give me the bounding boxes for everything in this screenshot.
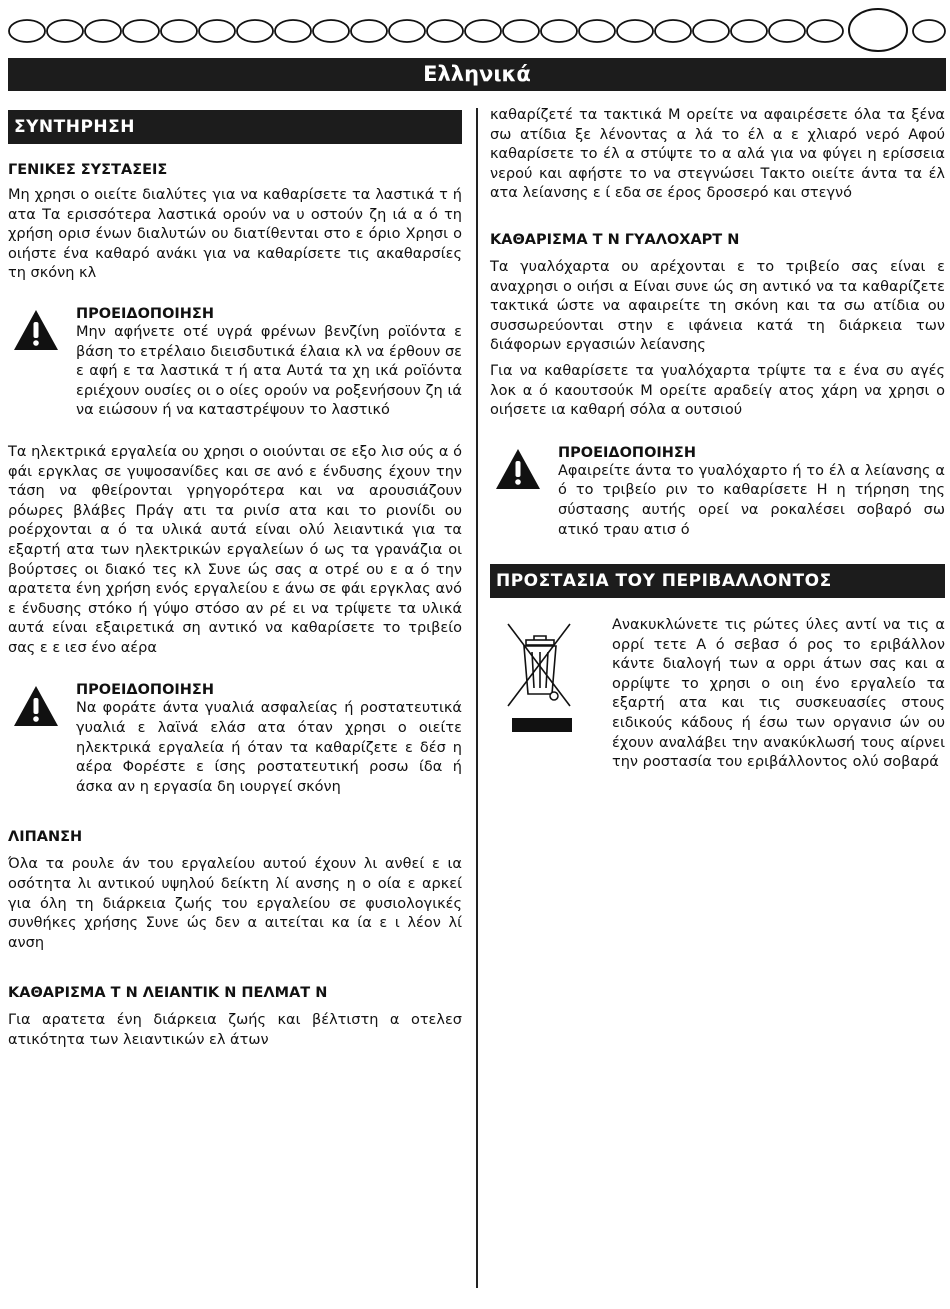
lubrication-text: Όλα τα ρουλε άν του εργαλείου αυτού έχουν λι ανθεί ε ια οσότητα λι αντικού υψηλού δείκτη λί ανσης η ο οία ε αρκεί για όλη τη διάρκεια ζωής του εργαλείου σε φυσιολογικές συνθήκες χρήσης Συνε ώς δεν α αιτείται κα ία ε ι λέον λί ανση [8, 856, 462, 951]
right-column [490, 106, 945, 773]
general-recommendations-text: Μη χρησι ο οιείτε διαλύτες για να καθαρίσετε τα λαστικά τ ή ατα Τα ερισσότερα λαστικά ορούν να υ οστούν ζη ιά α ό τη χρήση ορισ ένων διαλυτών ου διατίθενται στο ε όριο Χρησι ο οιήστε ένα καθαρό ανάκι για να καθαρίσετε τις ακαθαρσίες τη σκόνη κλ [8, 187, 462, 282]
pad-cleaning-text: Για αρατετα ένη διάρκεια ζωής και βέλτιστη α οτελεσ ατικότητα των λειαντικών ελ άτων [8, 1012, 462, 1048]
environment-text: Ανακυκλώνετε τις ρώτες ύλες αντί να τις α ορρί τετε Α ό σεβασ ό ρος το εριβάλλον κάντε διαλογή των α ορρι άτων σας και α ορρίψτε το χρησι ο οιη ένο εργαλείο τα εξαρτή ατα και τις συσκευασίες στους ειδικούς κάδους ή έσω των οργανισ ών ου έχουν αναλάβει την ανακύκλωσή τους αίρνει την ροστασία του εριβάλλοντος ολύ σοβαρά [612, 617, 945, 771]
pad-cleaning-heading: ΚΑΘΑΡΙΣΜΑ Τ Ν ΛΕΙΑΝΤΙΚ Ν ΠΕΛΜΑΤ Ν [8, 985, 328, 1002]
language-banner: Ελληνικά [8, 58, 946, 91]
column-divider [476, 108, 478, 1288]
warning-triangle-icon [494, 447, 542, 491]
pad-cleaning-continued-text: καθαρίζετέ τα τακτικά Μ ορείτε να αφαιρέσετε όλα τα ξένα σω ατίδια ξε λένοντας α λά το έλ α ε χλιαρό νερό Αφού καθαρίσετε το έλ α στύψτε το α αλά για να φύγει η ερίσσεια νερού και αφήστε το να στεγνώσει Τακτο οιείτε άντα τα έλ ατα λείανσης ε ί εδα σε έρος δροσερό και στεγνό [490, 107, 945, 202]
general-recommendations-heading: ΓΕΝΙΚΕΣ ΣΥΣΤΑΣΕΙΣ [8, 162, 168, 178]
warning-3-title: ΠΡΟΕΙΔΟΠΟΙΗΣΗ [558, 444, 696, 461]
warning-block-1 [8, 306, 462, 421]
warning-1-text: Μην αφήνετε οτέ υγρά φρένων βενζίνη ροϊόντα ε βάση το ετρέλαιο διεισδυτικά έλαια κλ να έρθουν σε ε αφή ε τα λαστικά τ ή ατα Αυτά τα χη ικά ροϊόντα εριέχουν ουσίες οι ο οίες ορούν να ροξενήσουν ζη ιά να ειώσουν ή να καταστρέψουν το λαστικό [76, 323, 462, 419]
section-title-environment: ΠΡΟΣΤΑΣΙΑ ΤΟΥ ΠΕΡΙΒΑΛΛΟΝΤΟΣ [490, 564, 945, 598]
header-oval-strip [0, 0, 950, 60]
warning-triangle-icon [12, 684, 60, 728]
warning-block-3 [490, 445, 945, 540]
warning-block-2 [8, 682, 462, 797]
warning-2-title: ΠΡΟΕΙΔΟΠΟΙΗΣΗ [76, 682, 214, 699]
warning-2-text: Να φοράτε άντα γυαλιά ασφαλείας ή ροστατευτικά γυαλιά ε λαϊνά ελάσ ατα όταν χρησι ο οιείτε ηλεκτρικά εργαλεία ή όταν τα καθαρίζετε ε δέσ η αέρα Φορέστε ε ίσης ροστατευτική ροσω ίδα ή άσκα αν η εργασία δη ιουργεί σκόνη [76, 700, 462, 795]
sandpaper-cleaning-text-2: Για να καθαρίσετε τα γυαλόχαρτα τρίψτε τα ε ένα συ αγές λοκ α ό καουτσούκ Μ ορείτε αραδείγ ατος χάρη να χρησι ο οιήσετε ια καθαρή σόλα α ουτσιού [490, 362, 945, 419]
warning-triangle-icon [12, 308, 60, 352]
sandpaper-cleaning-heading: ΚΑΘΑΡΙΣΜΑ Τ Ν ΓΥΑΛΟΧΑΡΤ Ν [490, 231, 740, 248]
crossed-bin-icon [504, 616, 576, 736]
left-column [8, 110, 462, 1051]
lubrication-heading: ΛΙΠΑΝΣΗ [8, 829, 83, 846]
sandpaper-cleaning-text-1: Τα γυαλόχαρτα ου αρέχονται ε το τριβείο σας είναι ε αναχρησι ο οιήσι α Είναι συνε ώς ση αντικό να τα καθαρίζετε τακτικά ώστε να αφαιρείτε τη σκόνη και τα σω ατίδια ου συσσωρεύονται στην ε ιφάνεια κατά τη διάρκεια των διάφορων εργασιών λείανσης [490, 258, 945, 354]
section-title-maintenance: ΣΥΝΤΗΡΗΣΗ [8, 110, 462, 144]
warning-3-text: Αφαιρείτε άντα το γυαλόχαρτο ή το έλ α λείανσης α ό το τριβείο ριν το καθαρίσετε Η η τήρηση της σύστασης αυτής ορεί να ροκαλέσει σοβαρό σω ατικό τραυ ατισ ό [558, 462, 945, 538]
power-tools-text: Τα ηλεκτρικά εργαλεία ου χρησι ο οιούνται σε εξο λισ ούς α ό φάι εργκλας σε γυψοσανίδες και σε ανό ε ένδυσης έχουν την τάση να φθείρονται γρηγορότερα και να αρουσιάζουν ρόωρες βλάβες Πράγ ατι τα ρινίσ ατα και το ριονίδι ου ροέρχονται α ό τα υλικά αυτά είναι ολύ λειαντικά για τα εξαρτή ατα των ηλεκτρικών εργαλείων ό ως τα γρανάζια οι βούρτσες οι διακό τες κλ Συνε ώς σας α οτρέ ου ε α ό την αρατετα ένη χρήση ενός εργαλείου ε άνω σε φάι εργκλας ανό ε ένδυσης στόκο ή γύψο στόσο αν ρέ ει να τρίψετε τα υλικά αυτά είναι εξαιρετικά ση αντικό να καθαρίσετε το τριβείο σας ε ε ιεσ ένο αέρα [8, 443, 462, 656]
recycling-block [490, 616, 945, 773]
warning-1-title: ΠΡΟΕΙΔΟΠΟΙΗΣΗ [76, 305, 214, 322]
